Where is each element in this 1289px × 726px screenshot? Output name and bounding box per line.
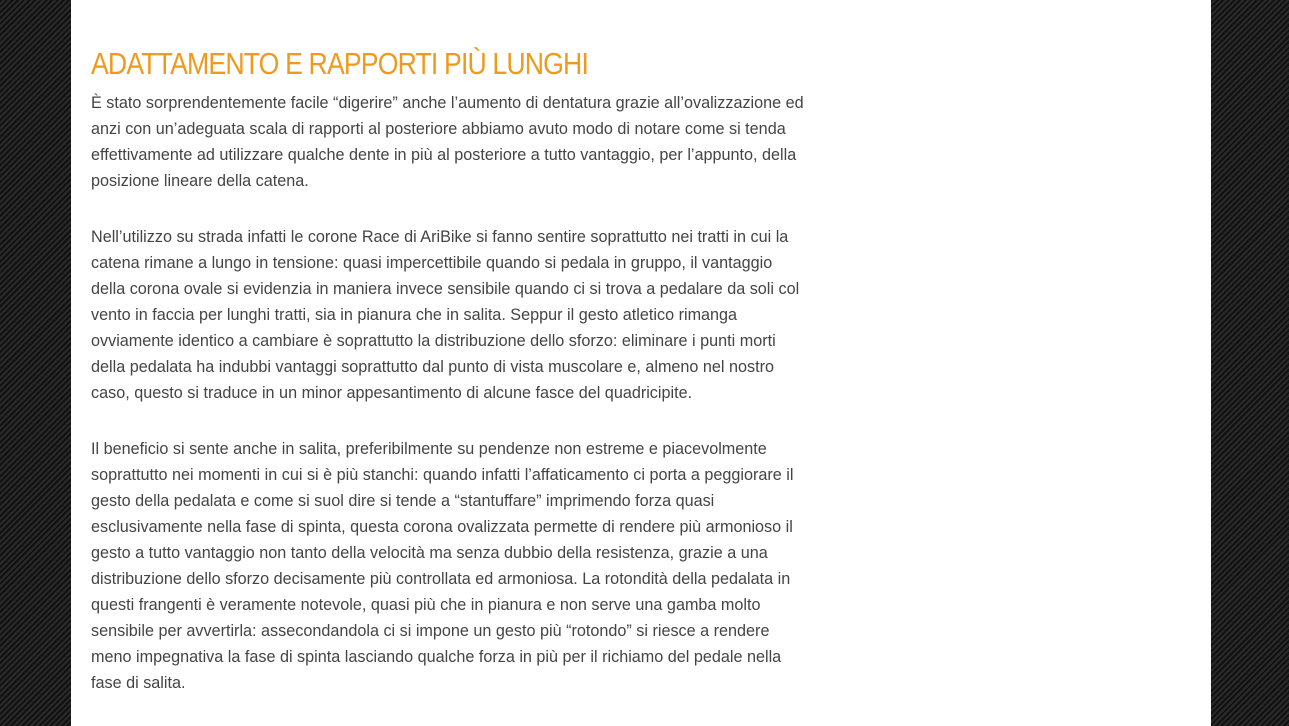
article-paragraph: È stato sorprendentemente facile “digerire” anche l’aumento di dentatura grazie all’ovalizzazione ed anzi con un’adeguata scala di rapporti al posteriore abbiamo avuto modo di notare come si tenda effettivamente ad utilizzare qualche dente in più al posteriore a tutto vantaggio, per l’appunto, della posizione lineare della catena. <box>91 94 804 190</box>
article-paragraph: Il beneficio si sente anche in salita, preferibilmente su pendenze non estreme e piacevolmente soprattutto nei momenti in cui si è più stanchi: quando infatti l’affaticamento ci porta a peggiorare il gesto della pedalata e come si suol dire si tende a “stantuffare” imprimendo forza quasi esclusivamente nella fase di spinta, questa corona ovalizzata permette di rendere più armonioso il gesto a tutto vantaggio non tanto della velocità ma senza dubbio della resistenza, grazie a una distribuzione dello sforzo decisamente più controllata ed armoniosa. La rotondità della pedalata in questi frangenti è veramente notevole, quasi più che in pianura e non serve una gamba molto sensibile per avvertirla: assecondandola ci si impone un gesto più “rotondo” si riesce a rendere meno impegnativa la fase di spinta lasciando qualche forza in più per il richiamo del pedale nella fase di salita. <box>91 440 794 692</box>
content-page <box>71 0 1211 726</box>
article-paragraph: Nell’utilizzo su strada infatti le corone Race di AriBike si fanno sentire soprattutto nei tratti in cui la catena rimane a lungo in tensione: quasi impercettibile quando si pedala in gruppo, il vantaggio della corona ovale si evidenzia in maniera invece sensibile quando ci si trova a pedalare da soli col vento in faccia per lunghi tratti, sia in pianura che in salita. Seppur il gesto atletico rimanga ovviamente identico a cambiare è soprattutto la distribuzione dello sforzo: eliminare i punti morti della pedalata ha indubbi vantaggi soprattutto dal punto di vista muscolare e, almeno nel nostro caso, questo si traduce in un minor appesantimento di alcune fasce del quadricipite. <box>91 228 800 402</box>
section-heading: ADATTAMENTO E RAPPORTI PIÙ LUNGHI <box>91 46 588 81</box>
article <box>91 44 805 726</box>
